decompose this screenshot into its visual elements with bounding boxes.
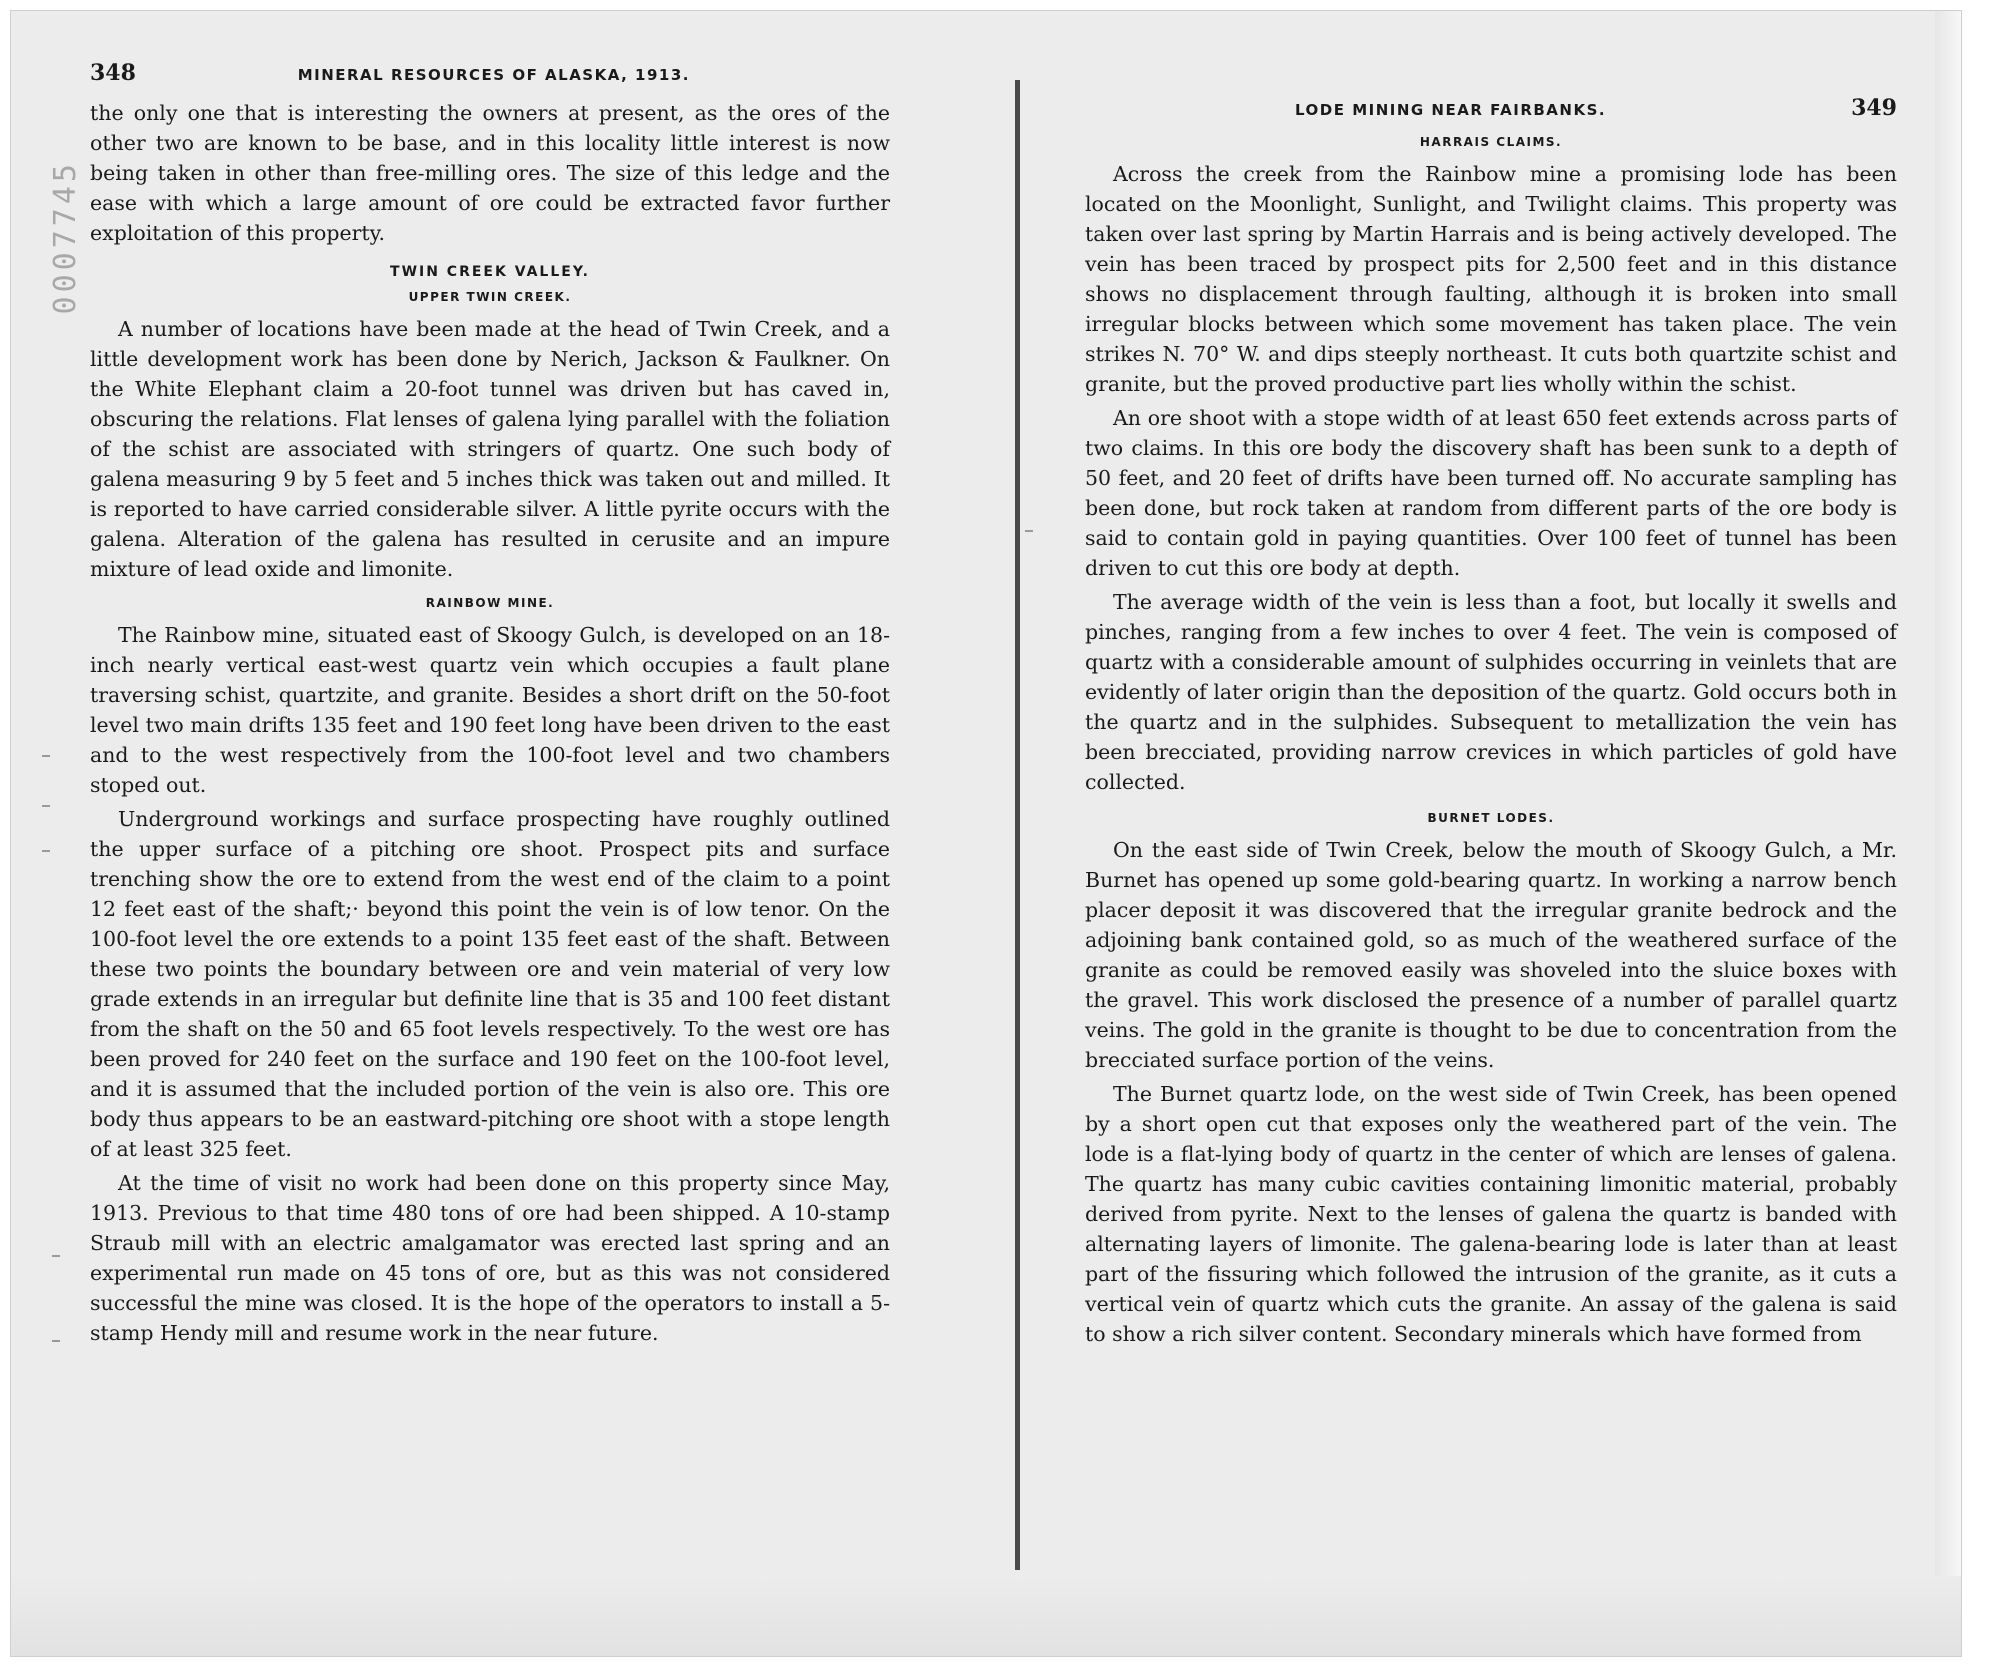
margin-tick (52, 1255, 60, 1257)
margin-tick (42, 850, 50, 852)
scan-edge (1935, 11, 1961, 1656)
running-title: MINERAL RESOURCES OF ALASKA, 1913. (297, 66, 690, 84)
paragraph: Underground workings and surface prospecting have roughly outlined the upper surface of a pitching ore shoot. Prospect pits and surface trenching show the ore to extend from the west end of the claim to a point 12 feet east of the shaft;· beyond this point the vein is of low tenor. On the 100-foot level the ore extends to a point 135 feet east of the shaft. Between these two points the boundary between ore and vein material of very low grade extends in an irregular but definite line that is 35 and 100 feet distant from the shaft on the 50 and 65 foot levels respectively. To the west ore has been proved for 240 feet on the surface and 190 feet on the 100-foot level, and it is assumed that the included portion of the vein is also ore. This ore body thus appears to be an eastward-pitching ore shoot with a stope length of at least 325 feet. (90, 807, 890, 1161)
subsection-heading: HARRAIS CLAIMS. (1419, 135, 1563, 149)
page-gutter (1015, 80, 1020, 1570)
paragraph: The Burnet quartz lode, on the west side of Twin Creek, has been opened by a short open cut that exposes only the weathered part of the vein. The lode is a flat-lying body of quartz in the center of which are lenses of galena. The quartz has many cubic cavities containing limonitic material, probably derived from pyrite. Next to the lenses of galena the quartz is banded with alternating layers of limonite. The galena-bearing lode is later than at least part of the fissuring which followed the intrusion of the granite, as it cuts a vertical vein of quartz which cuts the granite. An assay of the galena is said to show a rich silver content. Secondary minerals which have formed from (1085, 1082, 1897, 1346)
right-page (1085, 95, 1897, 1353)
left-running-head (90, 60, 890, 86)
subsection-heading: BURNET LODES. (1427, 811, 1555, 825)
margin-tick (42, 755, 50, 757)
subsection-heading: UPPER TWIN CREEK. (408, 290, 572, 304)
running-title: LODE MINING NEAR FAIRBANKS. (1295, 101, 1607, 119)
margin-tick (1025, 530, 1033, 532)
left-page (90, 60, 890, 1352)
margin-tick (52, 1340, 60, 1342)
page-number: 348 (90, 60, 136, 86)
paragraph: The Rainbow mine, situated east of Skoogy Gulch, is developed on an 18-inch nearly vertical east-west quartz vein which occupies a fault plane traversing schist, quartzite, and granite. Besides a short drift on the 50-foot level two main drifts 135 feet and 190 feet long have been driven to the east and to the west respectively from the 100-foot level and two chambers stoped out. (90, 623, 890, 797)
right-running-head (1085, 95, 1897, 121)
paragraph: An ore shoot with a stope width of at least 650 feet extends across parts of two claims. In this ore body the discovery shaft has been sunk to a depth of 50 feet, and 20 feet of drifts have been turned off. No accurate sampling has been done, but rock taken at random from different parts of the ore body is said to contain gold in paying quantities. Over 100 feet of tunnel has been driven to cut this ore body at depth. (1085, 406, 1897, 580)
scan-bottom-shadow (11, 1576, 1961, 1656)
archive-stamp: 0007745 (48, 160, 83, 315)
paragraph: A number of locations have been made at the head of Twin Creek, and a little development work has been done by Nerich, Jackson & Faulkner. On the White Elephant claim a 20-foot tunnel was driven but has caved in, obscuring the relations. Flat lenses of galena lying parallel with the foliation of the schist are associated with stringers of quartz. One such body of galena measuring 9 by 5 feet and 5 inches thick was taken out and milled. It is reported to have carried considerable silver. A little pyrite occurs with the galena. Alteration of the galena has resulted in cerusite and an impure mixture of lead oxide and limonite. (90, 317, 890, 581)
paragraph: the only one that is interesting the owners at present, as the ores of the other two are known to be base, and in this locality little interest is now being taken in other than free-milling ores. The size of this ledge and the ease with which a large amount of ore could be extracted favor further exploitation of this property. (90, 101, 890, 245)
paragraph: The average width of the vein is less than a foot, but locally it swells and pinches, ranging from a few inches to over 4 feet. The vein is composed of quartz with a considerable amount of sulphides occurring in veinlets that are evidently of later origin than the deposition of the quartz. Gold occurs both in the quartz and in the sulphides. Subsequent to metallization the vein has been brecciated, providing narrow crevices in which particles of gold have collected. (1085, 590, 1897, 794)
paragraph: Across the creek from the Rainbow mine a promising lode has been located on the Moonlight, Sunlight, and Twilight claims. This property was taken over last spring by Martin Harrais and is being actively developed. The vein has been traced by prospect pits for 2,500 feet and in this distance shows no displacement through faulting, although it is broken into small irregular blocks between which some movement has taken place. The vein strikes N. 70° W. and dips steeply northeast. It cuts both quartzite schist and granite, but the proved productive part lies wholly within the schist. (1085, 162, 1897, 396)
section-heading: TWIN CREEK VALLEY. (390, 264, 590, 280)
paragraph: On the east side of Twin Creek, below the mouth of Skoogy Gulch, a Mr. Burnet has opened up some gold-bearing quartz. In working a narrow bench placer deposit it was discovered that the irregular granite bedrock and the adjoining bank contained gold, so as much of the weathered surface of the granite as could be removed easily was shoveled into the sluice boxes with the gravel. This work disclosed the presence of a number of parallel quartz veins. The gold in the granite is thought to be due to concentration from the brecciated surface portion of the veins. (1085, 838, 1897, 1072)
page-number: 349 (1851, 95, 1897, 121)
margin-tick (42, 805, 50, 807)
subsection-heading: RAINBOW MINE. (425, 596, 555, 610)
paragraph: At the time of visit no work had been done on this property since May, 1913. Previous to that time 480 tons of ore had been shipped. A 10-stamp Straub mill with an electric amalgamator was erected last spring and an experimental run made on 45 tons of ore, but as this was not considered successful the mine was closed. It is the hope of the operators to install a 5-stamp Hendy mill and resume work in the near future. (90, 1171, 890, 1345)
